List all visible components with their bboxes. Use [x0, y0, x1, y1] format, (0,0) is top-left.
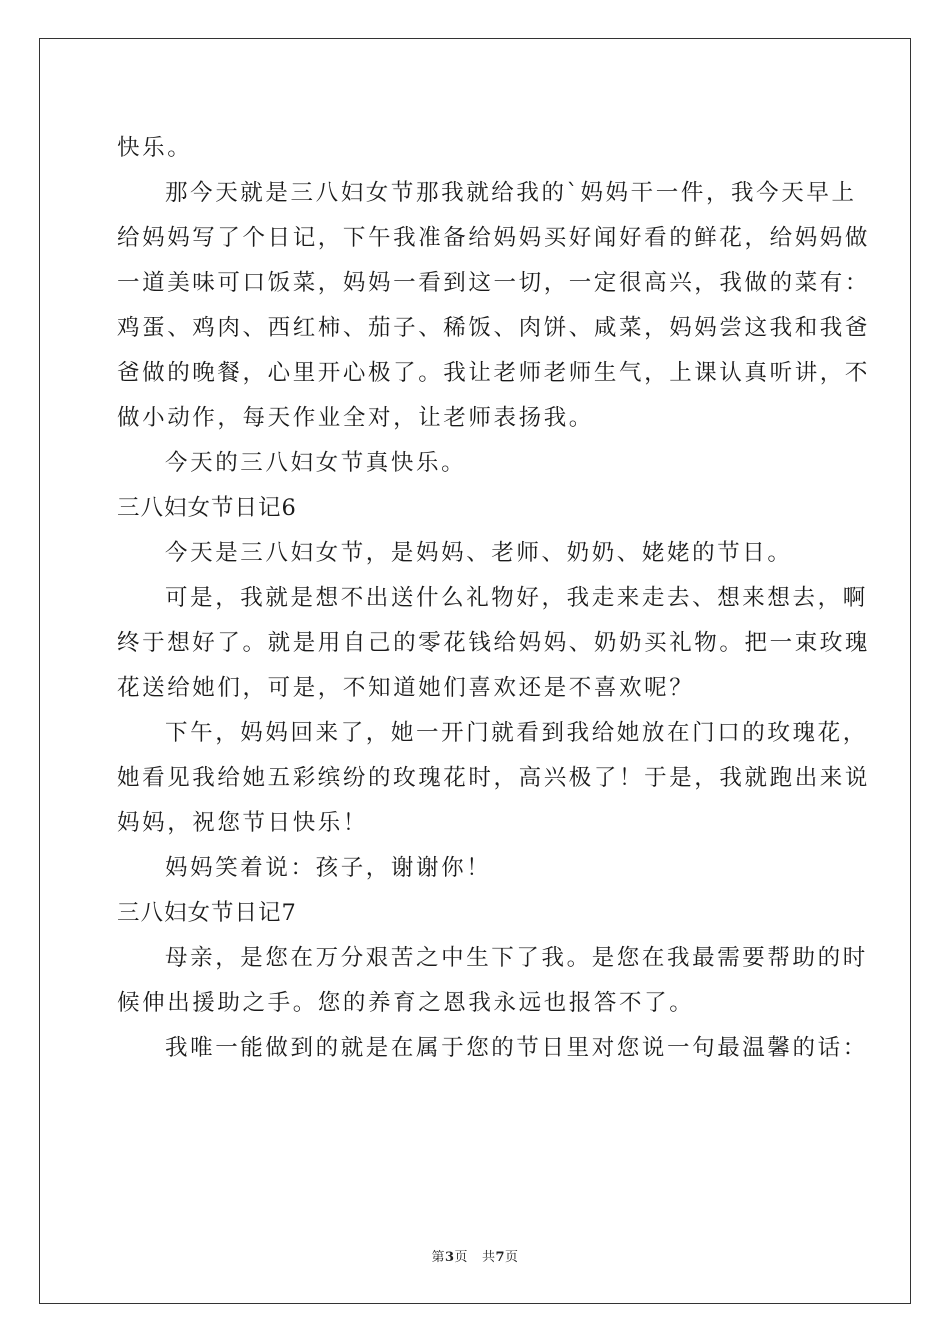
text-line: 她看见我给她五彩缤纷的玫瑰花时，高兴极了！于是，我就跑出来说	[117, 765, 871, 791]
text-line: 做小动作，每天作业全对，让老师表扬我。	[117, 405, 594, 431]
paragraph-line: 今天的三八妇女节真快乐。	[165, 450, 467, 476]
paragraph-line: 我唯一能做到的就是在属于您的节日里对您说一句最温馨的话：	[165, 1035, 868, 1061]
footer-total-suffix: 页	[505, 1250, 519, 1265]
footer-page-word: 页	[454, 1250, 469, 1265]
total-pages-number: 7	[495, 1250, 506, 1265]
text-line: 快乐。	[117, 135, 193, 161]
paragraph-line: 下午，妈妈回来了，她一开门就看到我给她放在门口的玫瑰花，	[165, 720, 868, 746]
paragraph-line: 今天是三八妇女节，是妈妈、老师、奶奶、姥姥的节日。	[165, 540, 793, 566]
section-heading: 三八妇女节日记6	[117, 495, 297, 521]
text-line: 爸做的晚餐，心里开心极了。我让老师老师生气，上课认真听讲，不	[117, 360, 871, 386]
page-footer	[0, 1246, 950, 1265]
footer-prefix: 第	[431, 1250, 445, 1265]
text-line: 一道美味可口饭菜，妈妈一看到这一切，一定很高兴，我做的菜有：	[117, 270, 871, 296]
footer-total-prefix: 共	[481, 1250, 496, 1265]
section-heading: 三八妇女节日记7	[117, 900, 297, 926]
text-line: 候伸出援助之手。您的养育之恩我永远也报答不了。	[117, 990, 695, 1016]
text-line: 花送给她们，可是，不知道她们喜欢还是不喜欢呢？	[117, 675, 695, 701]
paragraph-line: 可是，我就是想不出送什么礼物好，我走来走去、想来想去，啊	[165, 585, 868, 611]
current-page-number: 3	[444, 1250, 455, 1265]
text-line: 妈妈，祝您节日快乐！	[117, 810, 369, 836]
paragraph-line: 那今天就是三八妇女节那我就给我的`妈妈干一件，我今天早上	[165, 180, 857, 206]
paragraph-line: 母亲，是您在万分艰苦之中生下了我。是您在我最需要帮助的时	[165, 945, 868, 971]
text-line: 给妈妈写了个日记，下午我准备给妈妈买好闻好看的鲜花，给妈妈做	[117, 225, 871, 251]
paragraph-line: 妈妈笑着说：孩子，谢谢你！	[165, 855, 492, 881]
text-line: 终于想好了。就是用自己的零花钱给妈妈、奶奶买礼物。把一束玫瑰	[117, 630, 871, 656]
document-body	[117, 126, 871, 1071]
text-line: 鸡蛋、鸡肉、西红柿、茄子、稀饭、肉饼、咸菜，妈妈尝这我和我爸	[117, 315, 871, 341]
